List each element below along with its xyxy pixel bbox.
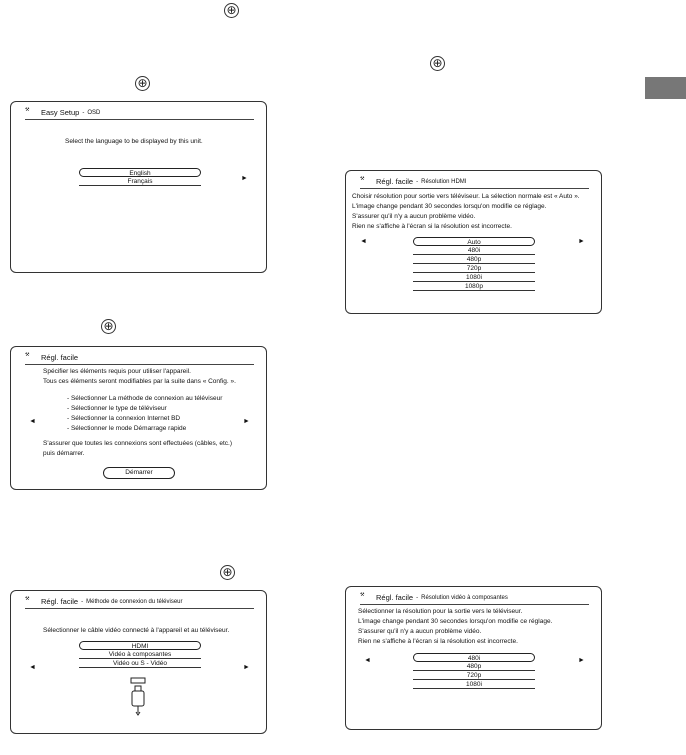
info-line: S'assurer qu'il n'y a aucun problème vidéo.	[352, 213, 476, 220]
osd-title: Easy Setup	[41, 108, 80, 117]
option-english[interactable]: English	[79, 168, 201, 177]
info-line: Sélectionner la résolution pour la sortie vers le téléviseur.	[358, 608, 523, 615]
left-arrow-icon[interactable]: ◄	[364, 657, 371, 664]
divider	[25, 364, 254, 365]
start-button[interactable]: Démarrer	[103, 467, 175, 479]
left-arrow-icon[interactable]: ◄	[29, 664, 36, 671]
osd-title: Régl. facile	[41, 353, 79, 362]
option-auto[interactable]: Auto	[413, 237, 535, 246]
setup-item: - Sélectionner La méthode de connexion au téléviseur	[67, 395, 223, 402]
info-line: L'image change pendant 30 secondes lorsqu'on modifie ce réglage.	[358, 618, 553, 625]
osd-screen-connection-method	[10, 590, 267, 734]
option-1080i[interactable]: 1080i	[413, 680, 535, 689]
divider	[360, 604, 589, 605]
left-arrow-icon[interactable]: ◄	[29, 418, 36, 425]
enter-button-icon: ⊕	[101, 319, 116, 334]
osd-header: ⚒ Régl. facile - Résolution vidéo à composantes	[360, 592, 508, 602]
resolution-list	[413, 653, 535, 689]
intro-line: Spécifier les éléments requis pour utiliser l'appareil.	[43, 368, 191, 375]
setup-toolbox-icon: ⚒	[360, 592, 365, 598]
right-arrow-icon[interactable]: ►	[241, 175, 248, 182]
setup-toolbox-icon: ⚒	[25, 596, 30, 602]
left-arrow-icon[interactable]: ◄	[360, 238, 367, 245]
divider	[25, 608, 254, 609]
enter-button-icon: ⊕	[220, 565, 235, 580]
info-line: L'image change pendant 30 secondes lorsqu'on modifie ce réglage.	[352, 203, 547, 210]
divider	[360, 188, 589, 189]
option-720p[interactable]: 720p	[413, 264, 535, 273]
osd-header: ⚒ Régl. facile - Résolution HDMI	[360, 176, 467, 186]
setup-toolbox-icon: ⚒	[25, 107, 30, 113]
language-list	[79, 168, 201, 186]
option-video[interactable]: Vidéo ou S - Vidéo	[79, 659, 201, 668]
option-1080i[interactable]: 1080i	[413, 273, 535, 282]
osd-screen-language	[10, 101, 267, 273]
right-arrow-icon[interactable]: ►	[243, 418, 250, 425]
intro-line: Tous ces éléments seront modifiables par la suite dans « Config. ».	[43, 378, 236, 385]
osd-title: Régl. facile	[376, 593, 414, 602]
setup-item: - Sélectionner la connexion Internet BD	[67, 415, 181, 422]
option-component[interactable]: Vidéo à composantes	[79, 650, 201, 659]
info-line: Rien ne s'affiche à l'écran si la résolution est incorrecte.	[352, 223, 512, 230]
enter-button-icon: ⊕	[430, 56, 445, 71]
outro-line: puis démarrer.	[43, 450, 85, 457]
osd-screen-component-resolution	[345, 586, 602, 730]
osd-screen-hdmi-resolution	[345, 170, 602, 314]
info-line: Rien ne s'affiche à l'écran si la résolution est incorrecte.	[358, 638, 518, 645]
option-hdmi[interactable]: HDMI	[79, 641, 201, 650]
setup-toolbox-icon: ⚒	[25, 352, 30, 358]
option-1080p[interactable]: 1080p	[413, 282, 535, 291]
osd-subtitle: Méthode de connexion du téléviseur	[86, 598, 183, 605]
option-720p[interactable]: 720p	[413, 671, 535, 680]
enter-button-icon: ⊕	[135, 76, 150, 91]
osd-subtitle: Résolution HDMI	[421, 178, 467, 185]
osd-prompt: Select the language to be displayed by this unit.	[65, 138, 203, 145]
setup-item: - Sélectionner le type de téléviseur	[67, 405, 167, 412]
right-arrow-icon[interactable]: ►	[578, 657, 585, 664]
osd-header: ⚒ Easy Setup - OSD	[25, 107, 101, 117]
outro-line: S'assurer que toutes les connexions sont effectuées (câbles, etc.)	[43, 440, 233, 447]
osd-screen-easy-setup-intro	[10, 346, 267, 490]
osd-prompt: Sélectionner le câble vidéo connecté à l'appareil et au téléviseur.	[43, 627, 230, 634]
right-arrow-icon[interactable]: ►	[578, 238, 585, 245]
setup-item: - Sélectionner le mode Démarrage rapide	[67, 425, 187, 432]
osd-subtitle: OSD	[87, 109, 101, 116]
option-480p[interactable]: 480p	[413, 662, 535, 671]
osd-subtitle: Résolution vidéo à composantes	[421, 594, 508, 601]
section-tab-marker	[645, 77, 686, 99]
divider	[25, 119, 254, 120]
osd-header	[25, 353, 78, 362]
hdmi-cable-icon	[119, 677, 159, 727]
osd-title: Régl. facile	[41, 597, 79, 606]
option-480i[interactable]: 480i	[413, 246, 535, 255]
osd-title: Régl. facile	[376, 177, 414, 186]
enter-button-icon: ⊕	[224, 3, 239, 18]
option-francais[interactable]: Français	[79, 177, 201, 186]
info-line: S'assurer qu'il n'y a aucun problème vidéo.	[358, 628, 482, 635]
option-480i[interactable]: 480i	[413, 653, 535, 662]
option-480p[interactable]: 480p	[413, 255, 535, 264]
info-line: Choisir résolution pour sortie vers téléviseur. La sélection normale est « Auto ».	[352, 193, 580, 200]
resolution-list	[413, 237, 535, 291]
cable-list	[79, 641, 201, 668]
osd-header: ⚒ Régl. facile - Méthode de connexion du téléviseur	[25, 596, 183, 606]
right-arrow-icon[interactable]: ►	[243, 664, 250, 671]
setup-toolbox-icon: ⚒	[360, 176, 365, 182]
